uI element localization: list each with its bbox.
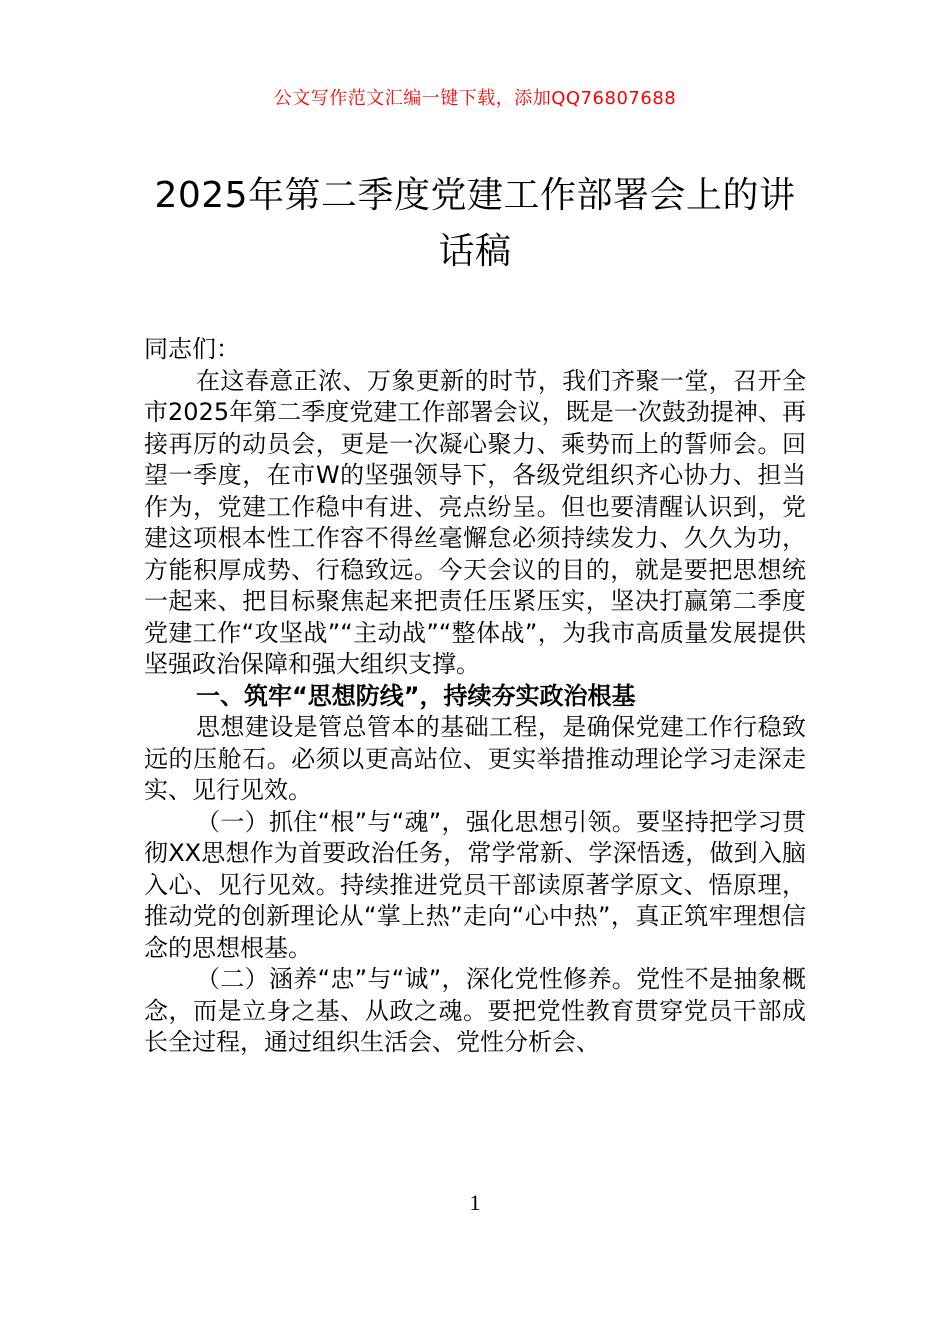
subsection-paragraph-2: （二）涵养“忠”与“诚”，深化党性修养。党性不是抽象概念，而是立身之基、从政之魂。要把党性教育贯穿党员干部成长全过程，通过组织生活会、党性分析会、: [144, 965, 806, 1056]
section-paragraph: 思想建设是管总管本的基础工程，是确保党建工作行稳致远的压舱石。必须以更高站位、更实举措推动理论学习走深走实、见行见效。: [144, 713, 806, 804]
header-note: 公文写作范文汇编一键下载，添加QQ76807688: [273, 88, 677, 109]
page-number: 1: [469, 1190, 481, 1215]
document-body: [144, 334, 806, 1059]
intro-paragraph: 在这春意正浓、万象更新的时节，我们齐聚一堂，召开全市2025年第二季度党建工作部署会议，既是一次鼓劲提神、再接再厉的动员会，更是一次凝心聚力、乘势而上的誓师会。回望一季度，在市W的坚强领导下，各级党组织齐心协力、担当作为，党建工作稳中有进、亮点纷呈。但也要清醒认识到，党建这项根本性工作容不得丝毫懈怠必须持续发力、久久为功，方能积厚成势、行稳致远。今天会议的目的，就是要把思想统一起来、把目标聚焦起来把责任压紧压实，坚决打赢第二季度党建工作“攻坚战”“主动战”“整体战”，为我市高质量发展提供坚强政治保障和强大组织支撑。: [144, 366, 806, 678]
salutation: 同志们：: [144, 335, 240, 363]
subsection-paragraph-1: （一）抓住“根”与“魂”，强化思想引领。要坚持把学习贯彻XX思想作为首要政治任务，常学常新、学深悟透，做到入脑入心、见行见效。持续推进党员干部读原著学原文、悟原理，推动党的创新理论从“掌上热”走向“心中热”，真正筑牢理想信念的思想根基。: [144, 807, 806, 962]
document-title: 2025年第二季度党建工作部署会上的讲话稿: [154, 175, 796, 272]
section-heading: 一、筑牢“思想防线”，持续夯实政治根基: [196, 681, 636, 710]
